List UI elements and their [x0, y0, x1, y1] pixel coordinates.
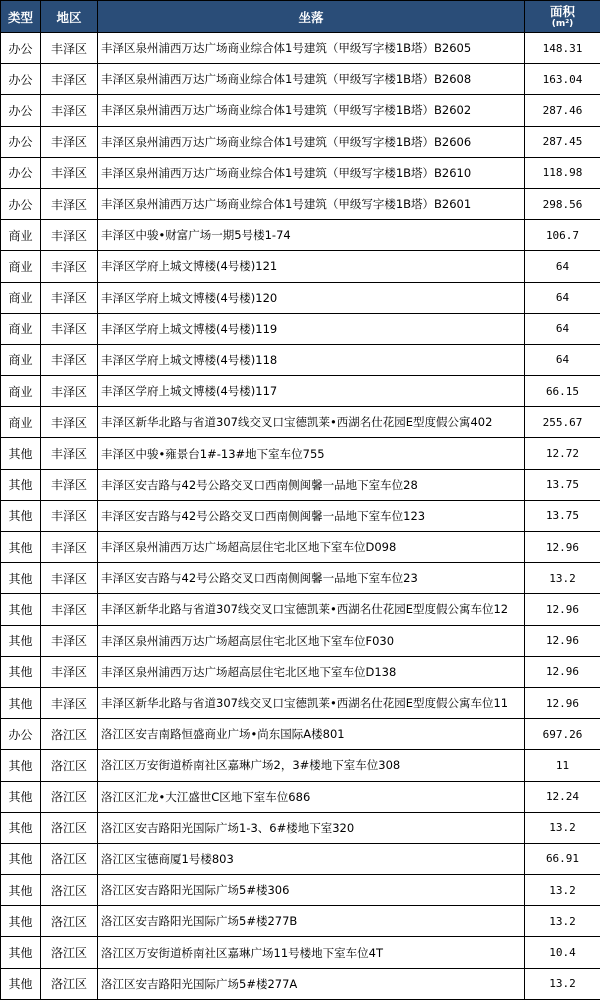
- cell-location: 洛江区万安街道桥南社区嘉琳广场2，3#楼地下室车位308: [98, 750, 525, 781]
- cell-district: 洛江区: [41, 875, 98, 906]
- table-row: [1, 438, 600, 469]
- cell-location: 洛江区万安街道桥南社区嘉琳广场11号楼地下室车位4T: [98, 937, 525, 968]
- cell-area: 148.31: [525, 33, 600, 64]
- cell-area: 13.75: [525, 500, 600, 531]
- cell-location: 丰泽区学府上城文博楼(4号楼)118: [98, 344, 525, 375]
- cell-type: 商业: [1, 407, 41, 438]
- table-row: [1, 532, 600, 563]
- header-area-unit: (m²): [551, 18, 574, 29]
- cell-district: 洛江区: [41, 719, 98, 750]
- cell-district: 丰泽区: [41, 563, 98, 594]
- cell-area: 13.2: [525, 563, 600, 594]
- cell-district: 丰泽区: [41, 95, 98, 126]
- cell-district: 丰泽区: [41, 313, 98, 344]
- table-row: [1, 33, 600, 64]
- cell-location: 丰泽区泉州浦西万达广场超高层住宅北区地下室车位F030: [98, 625, 525, 656]
- table-row: [1, 875, 600, 906]
- table-row: [1, 188, 600, 219]
- header-area-label: 面积: [549, 3, 575, 19]
- cell-type: 其他: [1, 812, 41, 843]
- cell-type: 其他: [1, 469, 41, 500]
- cell-district: 丰泽区: [41, 282, 98, 313]
- cell-area: 12.96: [525, 594, 600, 625]
- cell-area: 118.98: [525, 157, 600, 188]
- cell-type: 其他: [1, 656, 41, 687]
- cell-location: 丰泽区泉州浦西万达广场商业综合体1号建筑（甲级写字楼1B塔）B2610: [98, 157, 525, 188]
- cell-area: 12.96: [525, 532, 600, 563]
- cell-district: 洛江区: [41, 937, 98, 968]
- cell-location: 丰泽区学府上城文博楼(4号楼)121: [98, 251, 525, 282]
- cell-type: 其他: [1, 438, 41, 469]
- cell-type: 其他: [1, 781, 41, 812]
- cell-location: 洛江区安吉路阳光国际广场5#楼277A: [98, 968, 525, 999]
- cell-area: 12.72: [525, 438, 600, 469]
- cell-district: 丰泽区: [41, 687, 98, 718]
- cell-location: 丰泽区泉州浦西万达广场商业综合体1号建筑（甲级写字楼1B塔）B2602: [98, 95, 525, 126]
- cell-type: 其他: [1, 750, 41, 781]
- cell-area: 12.24: [525, 781, 600, 812]
- cell-area: 255.67: [525, 407, 600, 438]
- cell-type: 办公: [1, 95, 41, 126]
- cell-type: 办公: [1, 157, 41, 188]
- cell-area: 66.91: [525, 843, 600, 874]
- cell-type: 其他: [1, 687, 41, 718]
- cell-type: 商业: [1, 313, 41, 344]
- cell-district: 丰泽区: [41, 407, 98, 438]
- cell-area: 64: [525, 344, 600, 375]
- cell-district: 丰泽区: [41, 500, 98, 531]
- cell-area: 298.56: [525, 188, 600, 219]
- cell-location: 丰泽区学府上城文博楼(4号楼)120: [98, 282, 525, 313]
- cell-district: 丰泽区: [41, 64, 98, 95]
- cell-location: 洛江区汇龙•大江盛世C区地下室车位686: [98, 781, 525, 812]
- cell-type: 其他: [1, 594, 41, 625]
- cell-location: 丰泽区泉州浦西万达广场商业综合体1号建筑（甲级写字楼1B塔）B2605: [98, 33, 525, 64]
- cell-location: 丰泽区泉州浦西万达广场超高层住宅北区地下室车位D098: [98, 532, 525, 563]
- table-row: [1, 251, 600, 282]
- cell-district: 丰泽区: [41, 220, 98, 251]
- cell-type: 商业: [1, 376, 41, 407]
- cell-type: 商业: [1, 282, 41, 313]
- cell-location: 丰泽区泉州浦西万达广场商业综合体1号建筑（甲级写字楼1B塔）B2601: [98, 188, 525, 219]
- cell-district: 洛江区: [41, 812, 98, 843]
- cell-area: 287.45: [525, 126, 600, 157]
- table-row: [1, 126, 600, 157]
- cell-area: 13.2: [525, 812, 600, 843]
- table-row: [1, 157, 600, 188]
- cell-area: 64: [525, 313, 600, 344]
- cell-area: 697.26: [525, 719, 600, 750]
- table-row: [1, 687, 600, 718]
- table-row: [1, 95, 600, 126]
- cell-location: 丰泽区安吉路与42号公路交叉口西南侧闽馨一品地下室车位23: [98, 563, 525, 594]
- cell-location: 丰泽区泉州浦西万达广场商业综合体1号建筑（甲级写字楼1B塔）B2608: [98, 64, 525, 95]
- cell-district: 丰泽区: [41, 188, 98, 219]
- cell-location: 丰泽区泉州浦西万达广场商业综合体1号建筑（甲级写字楼1B塔）B2606: [98, 126, 525, 157]
- cell-location: 洛江区安吉路阳光国际广场1-3、6#楼地下室320: [98, 812, 525, 843]
- cell-district: 洛江区: [41, 968, 98, 999]
- table-row: [1, 594, 600, 625]
- cell-area: 10.4: [525, 937, 600, 968]
- cell-location: 丰泽区安吉路与42号公路交叉口西南侧闽馨一品地下室车位123: [98, 500, 525, 531]
- cell-type: 其他: [1, 875, 41, 906]
- cell-area: 12.96: [525, 656, 600, 687]
- table-row: [1, 968, 600, 999]
- cell-area: 13.2: [525, 968, 600, 999]
- cell-district: 洛江区: [41, 781, 98, 812]
- cell-location: 丰泽区新华北路与省道307线交叉口宝德凯莱•西湖名仕花园E型度假公寓车位11: [98, 687, 525, 718]
- cell-type: 办公: [1, 64, 41, 95]
- table-row: [1, 843, 600, 874]
- cell-area: 64: [525, 282, 600, 313]
- table-row: [1, 750, 600, 781]
- cell-location: 洛江区安吉南路恒盛商业广场•尚东国际A楼801: [98, 719, 525, 750]
- table-row: [1, 937, 600, 968]
- table-row: [1, 220, 600, 251]
- cell-district: 丰泽区: [41, 656, 98, 687]
- table-row: [1, 64, 600, 95]
- cell-type: 办公: [1, 719, 41, 750]
- cell-type: 其他: [1, 532, 41, 563]
- cell-location: 丰泽区中骏•财富广场一期5号楼1-74: [98, 220, 525, 251]
- cell-area: 11: [525, 750, 600, 781]
- table-row: [1, 469, 600, 500]
- cell-area: 163.04: [525, 64, 600, 95]
- cell-type: 商业: [1, 220, 41, 251]
- cell-district: 丰泽区: [41, 251, 98, 282]
- table-row: [1, 656, 600, 687]
- cell-district: 丰泽区: [41, 438, 98, 469]
- cell-type: 其他: [1, 906, 41, 937]
- table-row: [1, 625, 600, 656]
- table-body: [1, 33, 600, 1000]
- cell-location: 丰泽区泉州浦西万达广场超高层住宅北区地下室车位D138: [98, 656, 525, 687]
- cell-district: 丰泽区: [41, 126, 98, 157]
- table-row: [1, 719, 600, 750]
- cell-location: 丰泽区学府上城文博楼(4号楼)117: [98, 376, 525, 407]
- table-row: [1, 563, 600, 594]
- table-row: [1, 407, 600, 438]
- cell-location: 丰泽区中骏•雍景台1#-13#地下室车位755: [98, 438, 525, 469]
- cell-area: 106.7: [525, 220, 600, 251]
- cell-location: 洛江区宝德商厦1号楼803: [98, 843, 525, 874]
- table-row: [1, 282, 600, 313]
- cell-district: 洛江区: [41, 906, 98, 937]
- cell-location: 丰泽区新华北路与省道307线交叉口宝德凯莱•西湖名仕花园E型度假公寓车位12: [98, 594, 525, 625]
- cell-district: 丰泽区: [41, 33, 98, 64]
- table-row: [1, 781, 600, 812]
- table-row: [1, 344, 600, 375]
- cell-district: 丰泽区: [41, 376, 98, 407]
- cell-district: 丰泽区: [41, 532, 98, 563]
- cell-type: 其他: [1, 968, 41, 999]
- cell-district: 丰泽区: [41, 625, 98, 656]
- cell-type: 办公: [1, 126, 41, 157]
- cell-type: 办公: [1, 188, 41, 219]
- cell-area: 287.46: [525, 95, 600, 126]
- cell-district: 丰泽区: [41, 594, 98, 625]
- table-row: [1, 313, 600, 344]
- header-type: 类型: [1, 1, 41, 33]
- table-header-row: [1, 1, 600, 33]
- table-row: [1, 500, 600, 531]
- cell-district: 丰泽区: [41, 344, 98, 375]
- table-row: [1, 812, 600, 843]
- cell-type: 商业: [1, 251, 41, 282]
- cell-type: 办公: [1, 33, 41, 64]
- cell-district: 洛江区: [41, 843, 98, 874]
- cell-location: 丰泽区学府上城文博楼(4号楼)119: [98, 313, 525, 344]
- table-row: [1, 906, 600, 937]
- header-area: [525, 1, 600, 33]
- cell-district: 洛江区: [41, 750, 98, 781]
- cell-location: 洛江区安吉路阳光国际广场5#楼277B: [98, 906, 525, 937]
- header-district: 地区: [41, 1, 98, 33]
- cell-location: 丰泽区新华北路与省道307线交叉口宝德凯莱•西湖名仕花园E型度假公寓402: [98, 407, 525, 438]
- cell-area: 12.96: [525, 687, 600, 718]
- cell-district: 丰泽区: [41, 157, 98, 188]
- cell-type: 商业: [1, 344, 41, 375]
- cell-type: 其他: [1, 625, 41, 656]
- cell-type: 其他: [1, 500, 41, 531]
- cell-area: 13.2: [525, 906, 600, 937]
- cell-type: 其他: [1, 937, 41, 968]
- header-location: 坐落: [98, 1, 525, 33]
- cell-area: 13.2: [525, 875, 600, 906]
- table-row: [1, 376, 600, 407]
- cell-area: 12.96: [525, 625, 600, 656]
- cell-district: 丰泽区: [41, 469, 98, 500]
- cell-location: 丰泽区安吉路与42号公路交叉口西南侧闽馨一品地下室车位28: [98, 469, 525, 500]
- cell-area: 64: [525, 251, 600, 282]
- cell-type: 其他: [1, 843, 41, 874]
- cell-type: 其他: [1, 563, 41, 594]
- cell-location: 洛江区安吉路阳光国际广场5#楼306: [98, 875, 525, 906]
- cell-area: 13.75: [525, 469, 600, 500]
- cell-area: 66.15: [525, 376, 600, 407]
